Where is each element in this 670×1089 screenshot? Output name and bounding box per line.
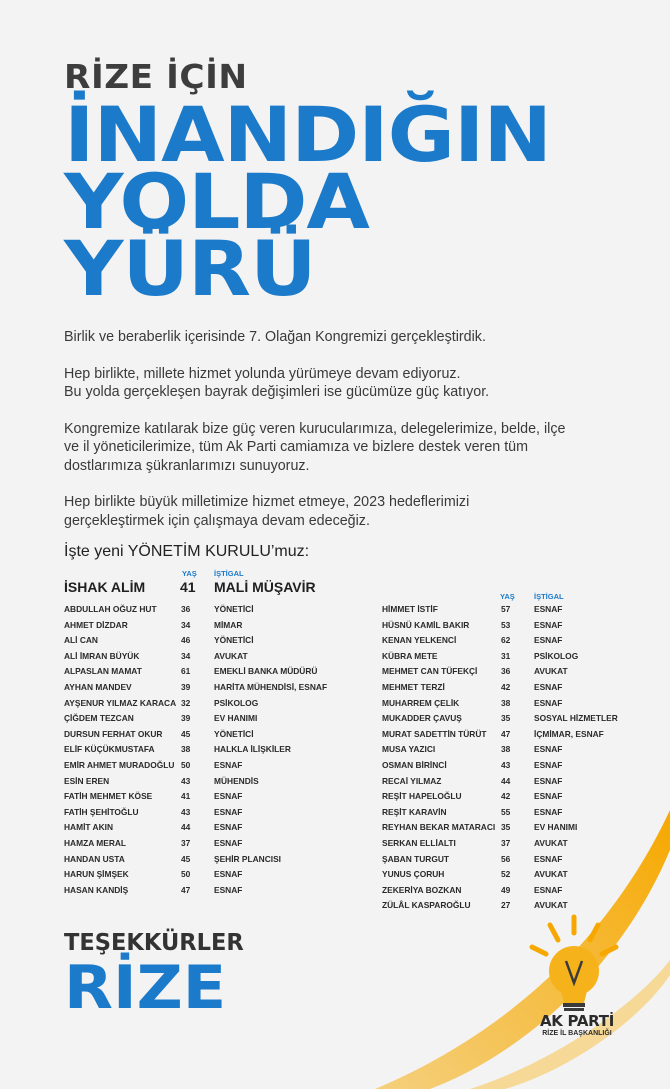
member-name: HİMMET İSTİF <box>382 604 438 614</box>
member-name: HARUN ŞİMŞEK <box>64 869 129 880</box>
paragraph-line: Birlik ve beraberlik içerisinde 7. Olağan Kongremizi gerçekleştirdik. <box>64 329 486 345</box>
member-age: 42 <box>501 791 511 802</box>
member-name: AHMET DİZDAR <box>64 619 128 630</box>
member-age: 53 <box>501 619 511 630</box>
member-occupation: AVUKAT <box>534 666 568 677</box>
member-row <box>64 869 334 884</box>
member-name: ZEKERİYA BOZKAN <box>382 884 462 895</box>
member-age: 31 <box>501 650 511 661</box>
member-name: ESİN EREN <box>64 775 110 786</box>
member-row <box>64 744 334 759</box>
member-row <box>382 776 654 791</box>
member-name: MUSA YAZICI <box>382 744 436 755</box>
paragraph-line: gerçekleştirmek için çalışmaya devam edeceğiz. <box>64 512 370 529</box>
member-occupation: EV HANIMI <box>534 822 578 833</box>
member-age: 43 <box>181 775 191 786</box>
member-age: 44 <box>501 775 511 786</box>
member-row <box>64 822 334 837</box>
member-row <box>64 807 334 822</box>
member-name: AYŞENUR YILMAZ KARACA <box>64 697 177 708</box>
member-occupation: PSİKOLOG <box>534 650 579 661</box>
member-occupation: ESNAF <box>214 806 243 817</box>
member-age: 44 <box>181 822 191 833</box>
member-name: ABDULLAH OĞUZ HUT <box>64 604 157 614</box>
member-age: 46 <box>181 635 191 646</box>
member-age: 37 <box>501 838 511 848</box>
paragraph-3 <box>64 420 644 476</box>
chair-age: 41 <box>180 579 196 595</box>
member-occupation: YÖNETİCİ <box>214 635 254 646</box>
member-name: ELİF KÜÇÜKMUSTAFA <box>64 744 155 755</box>
paragraph-line: ve il yöneticilerimize, tüm Ak Parti camiamıza ve bizlere destek veren tüm <box>64 439 529 455</box>
member-name: MURAT SADETTİN TÜRÜT <box>382 728 487 739</box>
party-logo-name: AK PARTİ <box>540 1012 614 1030</box>
member-age: 32 <box>181 697 191 708</box>
party-logo-subtitle: RİZE İL BAŞKANLIĞI <box>542 1030 612 1037</box>
member-name: MUKADDER ÇAVUŞ <box>382 713 462 724</box>
member-row <box>382 698 654 713</box>
member-age: 57 <box>501 604 511 614</box>
member-name: AYHAN MANDEV <box>64 682 132 692</box>
member-occupation: ESNAF <box>534 744 563 755</box>
member-occupation: EMEKLİ BANKA MÜDÜRÜ <box>214 666 318 677</box>
paragraph-line: dostlarımıza şükranlarımızı sunuyoruz. <box>64 457 310 474</box>
member-age: 38 <box>501 744 511 755</box>
member-occupation: YÖNETİCİ <box>214 728 254 739</box>
member-row <box>382 651 654 666</box>
member-name: HÜSNÜ KAMİL BAKIR <box>382 619 470 630</box>
member-age: 36 <box>501 666 511 677</box>
member-age: 35 <box>501 822 511 833</box>
member-age: 37 <box>181 838 191 848</box>
left-age-header: YAŞ <box>182 569 197 578</box>
member-age: 34 <box>181 650 191 661</box>
headline-line-2: YOLDA <box>64 157 369 246</box>
member-age: 50 <box>181 760 191 770</box>
member-age: 43 <box>181 806 191 817</box>
paragraph-2 <box>64 365 644 402</box>
member-row <box>382 635 654 650</box>
member-row <box>382 807 654 822</box>
member-name: FATİH MEHMET KÖSE <box>64 791 153 802</box>
kicker-heading: RİZE İÇİN <box>64 57 248 96</box>
member-name: MEHMET CAN TÜFEKÇİ <box>382 666 478 677</box>
member-name: REYHAN BEKAR MATARACI <box>382 822 496 833</box>
member-name: REŞİT HAPELOĞLU <box>382 791 462 802</box>
member-row <box>64 635 334 650</box>
member-name: MEHMET TERZİ <box>382 682 445 692</box>
member-age: 56 <box>501 853 511 864</box>
headline-line-3: YÜRÜ <box>64 224 316 313</box>
member-name: DURSUN FERHAT OKUR <box>64 728 163 739</box>
member-occupation: ESNAF <box>534 884 563 895</box>
member-occupation: ESNAF <box>214 791 243 802</box>
member-row <box>64 885 334 900</box>
member-row <box>382 885 654 900</box>
member-row <box>64 760 334 775</box>
member-age: 62 <box>501 635 511 646</box>
member-occupation: AVUKAT <box>534 838 568 848</box>
member-occupation: EV HANIMI <box>214 713 258 724</box>
member-name: HAMZA MERAL <box>64 838 127 848</box>
member-row <box>382 838 654 853</box>
member-name: YUNUS ÇORUH <box>382 869 445 880</box>
member-name: KENAN YELKENCİ <box>382 635 457 646</box>
headline-line-1: İNANDIĞIN <box>64 90 552 179</box>
member-age: 55 <box>501 806 511 817</box>
member-row <box>64 620 334 635</box>
board-title: İşte yeni YÖNETİM KURULU’muz: <box>64 543 310 560</box>
member-occupation: ESNAF <box>534 697 563 708</box>
member-row <box>64 651 334 666</box>
member-row <box>64 791 334 806</box>
member-age: 27 <box>501 900 511 911</box>
member-age: 35 <box>501 713 511 724</box>
member-row <box>64 698 334 713</box>
member-name: MUHARREM ÇELİK <box>382 697 460 708</box>
member-occupation: ESNAF <box>214 884 243 895</box>
paragraph-line: Hep birlikte büyük milletimize hizmet etmeye, 2023 hedeflerimizi <box>64 494 470 510</box>
member-name: EMİR AHMET MURADOĞLU <box>64 760 175 770</box>
member-occupation: İÇMİMAR, ESNAF <box>534 728 604 739</box>
member-age: 50 <box>181 869 191 880</box>
member-occupation: HALKLA İLİŞKİLER <box>214 744 291 755</box>
member-row <box>64 776 334 791</box>
member-occupation: MİMAR <box>214 619 243 630</box>
paragraph-line: Hep birlikte, millete hizmet yolunda yürümeye devam ediyoruz. <box>64 365 461 382</box>
member-age: 42 <box>501 682 511 692</box>
member-row <box>382 729 654 744</box>
member-occupation: ESNAF <box>534 806 563 817</box>
member-age: 47 <box>181 884 191 895</box>
member-occupation: AVUKAT <box>534 869 568 880</box>
member-name: RECAİ YILMAZ <box>382 775 442 786</box>
member-row <box>382 620 654 635</box>
member-occupation: ŞEHİR PLANCISI <box>214 853 282 864</box>
member-name: REŞİT KARAVİN <box>382 806 447 817</box>
thanks-heading: TEŞEKKÜRLER <box>64 930 244 956</box>
member-name: FATİH ŞEHİTOĞLU <box>64 806 139 817</box>
member-age: 45 <box>181 853 191 864</box>
member-occupation: HARİTA MÜHENDİSİ, ESNAF <box>214 682 328 692</box>
member-occupation: ESNAF <box>214 760 243 770</box>
member-occupation: ESNAF <box>534 635 563 646</box>
member-name: ALPASLAN MAMAT <box>64 666 142 677</box>
member-occupation: ESNAF <box>214 869 243 880</box>
member-row <box>382 869 654 884</box>
paragraph-4 <box>64 493 644 530</box>
member-name: SERKAN ELLİALTI <box>382 838 456 848</box>
member-name: ALİ İMRAN BÜYÜK <box>64 650 140 661</box>
chair-name: İSHAK ALİM <box>64 579 146 595</box>
member-row <box>64 713 334 728</box>
member-occupation: ESNAF <box>534 604 563 614</box>
member-age: 61 <box>181 666 191 677</box>
member-age: 38 <box>181 744 191 755</box>
member-age: 39 <box>181 682 191 692</box>
member-age: 47 <box>501 728 511 739</box>
member-row <box>64 729 334 744</box>
member-occupation: ESNAF <box>214 822 243 833</box>
member-name: HANDAN USTA <box>64 853 125 864</box>
member-row <box>64 666 334 681</box>
member-name: OSMAN BİRİNCİ <box>382 760 447 770</box>
member-name: KÜBRA METE <box>382 650 438 661</box>
chair-occupation: MALİ MÜŞAVİR <box>214 579 316 595</box>
member-age: 34 <box>181 619 191 630</box>
member-age: 39 <box>181 713 191 724</box>
member-row <box>64 854 334 869</box>
member-name: ŞABAN TURGUT <box>382 853 449 864</box>
intro-text <box>64 328 644 548</box>
member-occupation: YÖNETİCİ <box>214 604 254 614</box>
member-occupation: ESNAF <box>534 619 563 630</box>
member-occupation: MÜHENDİS <box>214 775 259 786</box>
member-occupation: SOSYAL HİZMETLER <box>534 713 618 724</box>
member-age: 41 <box>181 791 191 802</box>
member-occupation: ESNAF <box>534 682 563 692</box>
member-occupation: ESNAF <box>534 853 563 864</box>
member-age: 36 <box>181 604 191 614</box>
thanks-city: RİZE <box>64 953 227 1023</box>
member-row <box>382 666 654 681</box>
right-occupation-header: İŞTİGAL <box>534 592 564 601</box>
member-occupation: ESNAF <box>534 791 563 802</box>
member-row <box>64 682 334 697</box>
member-row <box>64 604 334 619</box>
member-row <box>64 838 334 853</box>
member-occupation: AVUKAT <box>214 650 248 661</box>
member-occupation: PSİKOLOG <box>214 697 259 708</box>
member-row <box>382 760 654 775</box>
member-name: ZÜLÂL KASPAROĞLU <box>382 900 471 911</box>
member-row <box>382 822 654 837</box>
right-age-header: YAŞ <box>500 592 515 601</box>
member-age: 38 <box>501 697 511 708</box>
member-row <box>382 682 654 697</box>
paragraph-1 <box>64 328 644 347</box>
member-occupation: ESNAF <box>534 775 563 786</box>
member-age: 43 <box>501 760 511 770</box>
member-age: 52 <box>501 869 511 880</box>
member-row <box>382 854 654 869</box>
paragraph-line: Kongremize katılarak bize güç veren kurucularımıza, delegelerimize, belde, ilçe <box>64 420 566 437</box>
member-name: ÇİĞDEM TEZCAN <box>64 713 134 724</box>
paragraph-line: Bu yolda gerçekleşen bayrak değişimleri ise gücümüze güç katıyor. <box>64 384 490 400</box>
member-occupation: AVUKAT <box>534 900 568 911</box>
member-row <box>382 713 654 728</box>
member-age: 45 <box>181 728 191 739</box>
member-name: HASAN KANDİŞ <box>64 884 129 895</box>
member-name: HAMİT AKIN <box>64 822 114 833</box>
member-name: ALİ CAN <box>64 635 98 646</box>
member-row <box>382 791 654 806</box>
member-row <box>382 604 654 619</box>
left-occupation-header: İŞTİGAL <box>214 569 244 578</box>
member-occupation: ESNAF <box>214 838 243 848</box>
member-age: 49 <box>501 884 511 895</box>
member-occupation: ESNAF <box>534 760 563 770</box>
member-row <box>382 744 654 759</box>
